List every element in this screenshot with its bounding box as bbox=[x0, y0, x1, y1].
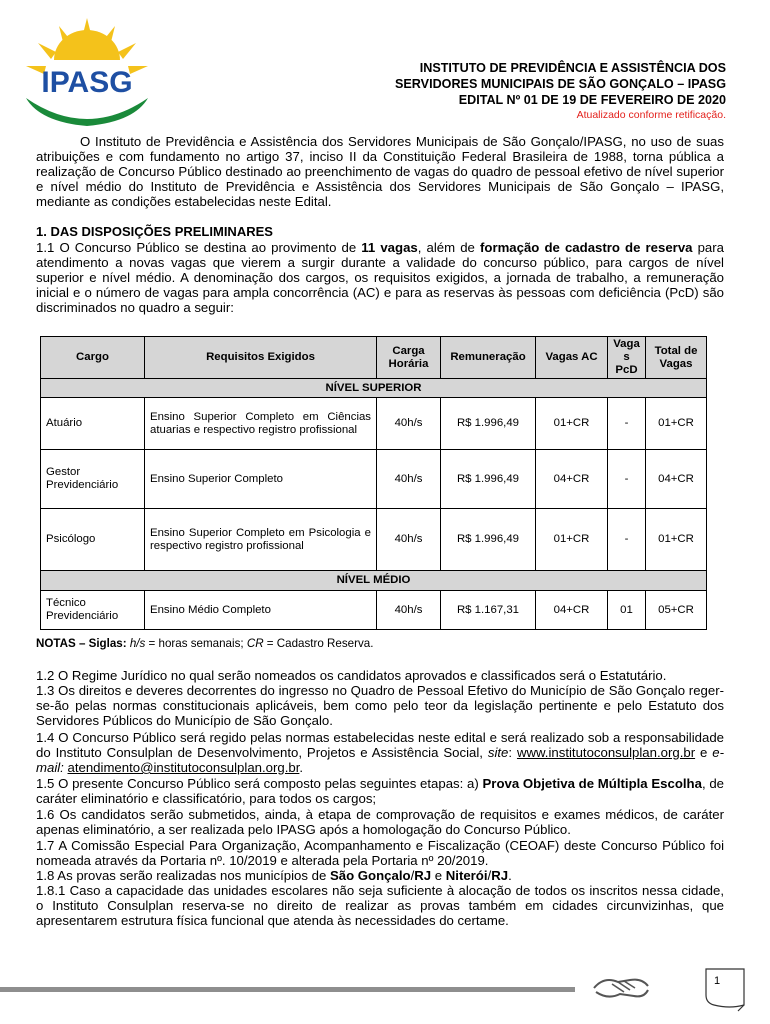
cell-vagas-pcd: - bbox=[608, 450, 646, 509]
notes-hs-desc: = horas semanais; bbox=[145, 637, 247, 650]
p18-city-2: Niterói bbox=[445, 868, 488, 883]
paragraph-1-6: 1.6 Os candidatos serão submetidos, ainda, à etapa de comprovação de requisitos e exames médicos, de caráter apenas eliminatório, a ser realizada pelo IPASG após a homologação do Concurso Público. bbox=[36, 807, 724, 837]
th-vagas-pcd: Vaga s PcD bbox=[608, 337, 646, 379]
paragraph-1-4 bbox=[36, 730, 724, 775]
cell-total: 05+CR bbox=[646, 591, 707, 630]
p15-text-2: , de caráter eliminatório e classificatório, para todos os cargos; bbox=[36, 776, 725, 806]
p18-slash-2: / bbox=[487, 868, 492, 883]
p18-city-1: São Gonçalo bbox=[329, 868, 411, 883]
level-medio: NÍVEL MÉDIO bbox=[41, 571, 707, 591]
cell-requisitos: Ensino Superior Completo bbox=[145, 450, 377, 509]
vacancies-table bbox=[40, 336, 707, 630]
p18-state-2: RJ bbox=[491, 868, 509, 883]
th-vagas-ac: Vagas AC bbox=[536, 337, 608, 379]
paragraph-1-8-1: 1.8.1 Caso a capacidade das unidades escolares não seja suficiente à alocação de todos os inscritos nessa cidade, o Instituto Consulplan reserva-se no direito de realizar as provas também em cidades circunvizinhas, que apresentarem estrutura física funcional que atenda às necessidades do certame. bbox=[36, 883, 724, 928]
p11-vacancies: 11 vagas bbox=[361, 240, 418, 255]
cell-requisitos: Ensino Médio Completo bbox=[145, 591, 377, 630]
cell-cargo: Psicólogo bbox=[41, 509, 145, 571]
table-header-row bbox=[41, 337, 707, 379]
cell-vagas-ac: 04+CR bbox=[536, 591, 608, 630]
p14-site-label: site bbox=[487, 745, 509, 760]
handshake-icon bbox=[590, 970, 652, 1006]
table-row bbox=[41, 450, 707, 509]
level-row-superior bbox=[41, 379, 707, 398]
cell-vagas-ac: 01+CR bbox=[536, 509, 608, 571]
cell-carga: 40h/s bbox=[377, 509, 441, 571]
paragraph-1-7: 1.7 A Comissão Especial Para Organização, Acompanhamento e Fiscalização (CEOAF) deste Concurso Público foi nomeada através da Portaria nº. 10/2019 e alterada pela Portaria nº 20/2019. bbox=[36, 838, 724, 868]
level-row-medio bbox=[41, 571, 707, 591]
p18-state-1: RJ bbox=[414, 868, 432, 883]
cell-vagas-ac: 01+CR bbox=[536, 398, 608, 450]
cell-cargo: Atuário bbox=[41, 398, 145, 450]
page-number: 1 bbox=[714, 975, 721, 987]
table-row bbox=[41, 591, 707, 630]
consulplan-site-link[interactable]: www.institutoconsulplan.org.br bbox=[516, 745, 696, 760]
ipasg-logo bbox=[14, 10, 160, 130]
p14-end: . bbox=[299, 760, 304, 775]
p14-sep: : bbox=[508, 745, 517, 760]
header-line-3: EDITAL Nº 01 DE 19 DE FEVEREIRO DE 2020 bbox=[458, 93, 726, 107]
header-line-1: INSTITUTO DE PREVIDÊNCIA E ASSISTÊNCIA DOS bbox=[419, 61, 726, 75]
th-carga: Carga Horária bbox=[377, 337, 441, 379]
p11-reserve: formação de cadastro de reserva bbox=[480, 240, 693, 255]
p11-text: 1.1 O Concurso Público se destina ao provimento de bbox=[36, 240, 362, 255]
th-requisitos: Requisitos Exigidos bbox=[145, 337, 377, 379]
cell-remuneracao: R$ 1.167,31 bbox=[441, 591, 536, 630]
cell-remuneracao: R$ 1.996,49 bbox=[441, 398, 536, 450]
notes-hs: h/s bbox=[129, 637, 146, 650]
cell-total: 04+CR bbox=[646, 450, 707, 509]
cell-requisitos: Ensino Superior Completo em Ciências atuarias e respectivo registro profissional bbox=[145, 398, 377, 450]
paragraph-1-8 bbox=[36, 868, 724, 883]
notes-label: NOTAS – Siglas: bbox=[36, 637, 127, 650]
logo-text: IPASG bbox=[41, 66, 133, 99]
cell-total: 01+CR bbox=[646, 509, 707, 571]
section-title: 1. DAS DISPOSIÇÕES PRELIMINARES bbox=[36, 224, 273, 239]
cell-vagas-pcd: - bbox=[608, 509, 646, 571]
p15-exam: Prova Objetiva de Múltipla Escolha bbox=[482, 776, 702, 791]
document-header bbox=[395, 60, 726, 122]
cell-carga: 40h/s bbox=[377, 398, 441, 450]
cell-carga: 40h/s bbox=[377, 591, 441, 630]
paragraph-1-2: 1.2 O Regime Jurídico no qual serão nomeados os candidatos aprovados e classificados será o Estatutário. bbox=[36, 668, 667, 683]
cell-cargo: Técnico Previdenciário bbox=[41, 591, 145, 630]
cell-total: 01+CR bbox=[646, 398, 707, 450]
paragraph-1-3: 1.3 Os direitos e deveres decorrentes do ingresso no Quadro de Pessoal Efetivo do Município de São Gonçalo reger-se-ão pelas normas constitucionais aplicáveis, bem como pelo teor da legislação pertinente e pelo Estatuto dos Servidores Públicos do Município de São Gonçalo. bbox=[36, 683, 724, 728]
th-cargo: Cargo bbox=[41, 337, 145, 379]
p14-text: 1.4 O Concurso Público será regido pelas normas estabelecidas neste edital e será realizado sob a responsabilidade do Instituto Consulplan de Desenvolvimento, Projetos e Assistência Social, bbox=[36, 730, 724, 760]
cell-remuneracao: R$ 1.996,49 bbox=[441, 450, 536, 509]
cell-vagas-pcd: 01 bbox=[608, 591, 646, 630]
paragraph-1-1 bbox=[36, 240, 724, 315]
cell-requisitos: Ensino Superior Completo em Psicologia e respectivo registro profissional bbox=[145, 509, 377, 571]
cell-vagas-pcd: - bbox=[608, 398, 646, 450]
p18-and: e bbox=[431, 868, 446, 883]
header-line-2: SERVIDORES MUNICIPAIS DE SÃO GONÇALO – IPASG bbox=[395, 77, 726, 91]
p15-text: 1.5 O presente Concurso Público será composto pelas seguintes etapas: a) bbox=[36, 776, 483, 791]
th-remuneracao: Remuneração bbox=[441, 337, 536, 379]
page-number-box bbox=[700, 965, 750, 1013]
table-row bbox=[41, 509, 707, 571]
consulplan-email-link[interactable]: atendimento@institutoconsulplan.org.br bbox=[67, 760, 300, 775]
p11-text-3: para atendimento a novas vagas que vierem a surgir durante a validade do concurso público, para cargos de nível superior e nível médio. A denominação dos cargos, os requisitos exigidos, a jornada de trabalho, a remuneração inicial e o número de vagas para ampla concorrência (AC) e para as reservas às pessoas com deficiência (PcD) são discriminados no quadro a seguir: bbox=[36, 240, 724, 315]
intro-paragraph: O Instituto de Previdência e Assistência dos Servidores Municipais de São Gonçalo/IPASG, no uso de suas atribuições e com fundamento no artigo 37, inciso II da Constituição Federal Brasileira de 1988, torna pública a realização de Concurso Público destinado ao preenchimento de vagas do quadro de pessoal efetivo de nível superior e nível médio do Instituto de Previdência e Assistência dos Servidores Municipais de São Gonçalo – IPASG, mediante as condições estabelecidas neste Edital. bbox=[36, 134, 724, 209]
green-arc bbox=[26, 98, 148, 126]
th-total: Total de Vagas bbox=[646, 337, 707, 379]
cell-vagas-ac: 04+CR bbox=[536, 450, 608, 509]
level-superior: NÍVEL SUPERIOR bbox=[41, 379, 707, 398]
paragraph-1-5 bbox=[36, 776, 724, 806]
notes-cr: CR bbox=[246, 637, 264, 650]
table-row bbox=[41, 398, 707, 450]
p14-email-label: e-mail: bbox=[36, 745, 724, 775]
p14-and: e bbox=[695, 745, 713, 760]
cell-carga: 40h/s bbox=[377, 450, 441, 509]
notes-cr-desc: = Cadastro Reserva. bbox=[263, 637, 374, 650]
p18-end: . bbox=[508, 868, 512, 883]
footer-bar bbox=[0, 987, 575, 992]
cell-remuneracao: R$ 1.996,49 bbox=[441, 509, 536, 571]
cell-cargo: Gestor Previdenciário bbox=[41, 450, 145, 509]
table-notes bbox=[36, 637, 373, 651]
p11-text-2: , além de bbox=[417, 240, 480, 255]
page-curl-icon bbox=[700, 965, 750, 1013]
p18-text: 1.8 As provas serão realizadas nos municípios de bbox=[36, 868, 330, 883]
updated-note: Atualizado conforme retificação. bbox=[576, 109, 726, 121]
p18-slash-1: / bbox=[410, 868, 415, 883]
